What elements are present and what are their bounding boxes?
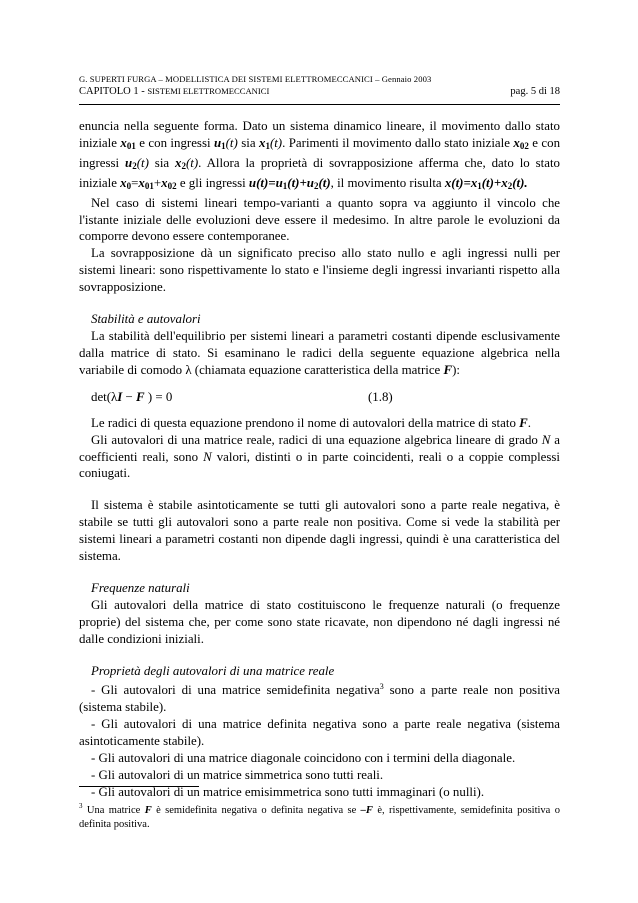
list-item: - Gli autovalori di un matrice simmetrica sono tutti reali. <box>91 768 384 782</box>
paragraph-time-varying: Nel caso di sistemi lineari tempo-varianti a quanto sopra va aggiunto il vincolo che l'istante iniziale delle evoluzioni deve essere il medesimo. In altre parole le evoluzioni da comporre devono essere contemporanee. <box>79 195 560 244</box>
footnote-reference: 3 <box>379 682 384 692</box>
paragraph-superposition: enuncia nella seguente forma. Dato un sistema dinamico lineare, il movimento dallo stato iniziale $x_{01}$ e con ingressi $u_1(t)$ sia $x_1(t)$. Parimenti il movimento dallo stato iniziale $x_{02}$ e con ingressi $u_2(t)$ sia $x_2(t)$. Allora la proprietà di sovrapposizione afferma che, dato lo stato iniziale $x_0=x_{01}+x_{02}$ e gli ingressi $u(t)=u_1(t)+u_2(t)$, il movimento risulta $x(t)=x_1(t)+x_2(t)$. <box>79 119 561 191</box>
header-rule <box>79 104 560 105</box>
section-heading-stability: Stabilità e autovalori <box>91 312 201 327</box>
list-item: - Gli autovalori di un matrice emisimmetrica sono tutti immaginari (o nulli). <box>91 784 485 799</box>
paragraph-eigenvalues-def: Le radici di questa equazione prendono il nome di autovalori della matrice di stato F. <box>91 415 531 430</box>
page-number: pag. 5 di 18 <box>510 86 560 97</box>
list-item: - Gli autovalori di una matrice semidefinita negativa$^3$ sono a parte reale non positiva (sistema stabile). <box>79 682 560 715</box>
chapter-label: CAPITOLO 1 - <box>79 86 145 97</box>
paragraph-stability: La stabilità dell'equilibrio per sistemi lineari a parametri costanti dipende esclusivamente dalla matrice di stato. Si esaminano le radici della seguente equazione algebrica nella variabile di comodo λ (chiamata equazione caratteristica della matrice F): <box>79 328 560 377</box>
paragraph-asymptotic-stability: Il sistema è stabile asintoticamente se tutti gli autovalori sono a parte reale negativa, è stabile se tutti gli autovalori sono a parte reale non positiva. Come si vede la stabilità per sistemi lineari a parametri costanti non dipende dagli ingressi, quindi è una caratteristica del sistema. <box>79 498 560 564</box>
list-item: - Gli autovalori di una matrice diagonale coincidono con i termini della diagonale. <box>91 751 516 766</box>
section-heading-properties: Proprietà degli autovalori di una matrice reale <box>91 663 335 678</box>
equation-number: (1.8) <box>368 389 393 404</box>
section-heading-natural-frequencies: Frequenze naturali <box>91 580 190 595</box>
footnote-rule <box>79 786 199 787</box>
paragraph-natural-frequencies: Gli autovalori della matrice di stato costituiscono le frequenze naturali (o frequenze proprie) del sistema che, per come sono state ricavate, non dipendono né dagli ingressi né dalle condizioni iniziali. <box>79 597 560 646</box>
chapter-title: SISTEMI ELETTROMECCANICI <box>147 86 270 96</box>
running-header: G. SUPERTI FURGA – MODELLISTICA DEI SISTEMI ELETTROMECCANICI – Gennaio 2003 <box>79 74 432 84</box>
footnote: $^3$ Una matrice F è semidefinita negativa o definita negativa se –F è, rispettivamente, semidefinita positiva o definita positiva. <box>79 802 560 830</box>
equation-characteristic: det(λI − F ) = 0 (1.8) <box>79 387 560 407</box>
body-text <box>79 118 560 801</box>
list-item: - Gli autovalori di una matrice definita negativa sono a parte reale negativa (sistema asintoticamente stabile). <box>79 717 560 749</box>
paragraph-null-state: La sovrapposizione dà un significato preciso allo stato nullo e agli ingressi nulli per sistemi lineari: sono rispettivamente lo stato e l'insieme degli ingressi invarianti rispetto alla sovrapposizione. <box>79 246 560 295</box>
paragraph-real-matrix: Gli autovalori di una matrice reale, radici di una equazione algebrica lineare di grado N a coefficienti reali, sono N valori, distinti o in parte coincidenti, reali o a coppie complessi coniugati. <box>79 432 560 481</box>
chapter-header <box>79 86 560 97</box>
